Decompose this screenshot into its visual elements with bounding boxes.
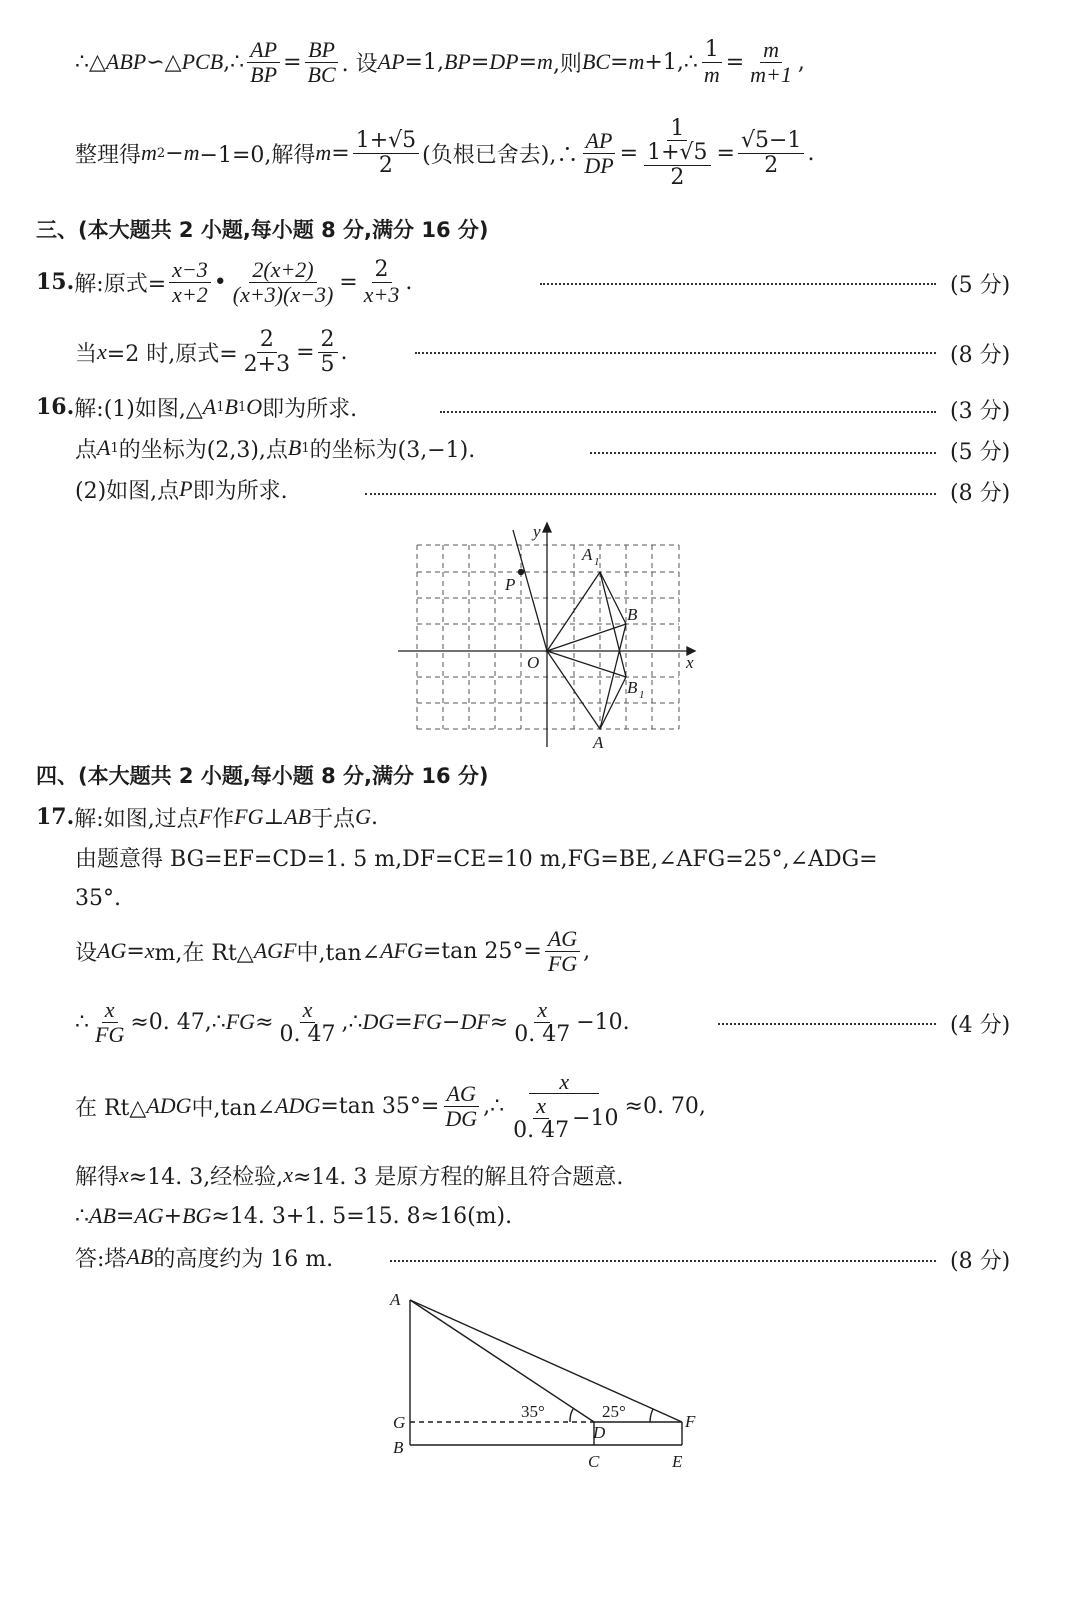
math-var: m — [537, 49, 553, 74]
text: ,∴ — [223, 49, 245, 75]
score-label: (8 分) — [950, 481, 1011, 506]
q16-line-2 — [75, 433, 475, 463]
subscript: 1 — [301, 440, 310, 456]
sight-line-AF — [410, 1300, 682, 1422]
math-var: AB — [89, 1203, 116, 1228]
point-A1-label: A — [582, 545, 593, 564]
q17-line-5 — [75, 996, 630, 1048]
text: ≈ — [489, 1009, 509, 1035]
text: 解:原式= — [74, 271, 167, 297]
text: =tan 25°= — [422, 938, 542, 964]
angle-35-label: 35° — [521, 1402, 545, 1421]
math-var: ABP — [105, 49, 147, 74]
y-axis-label: y — [533, 522, 541, 541]
q15-line-1 — [36, 256, 412, 308]
fraction: $\frac{x}{0. 47}$ — [514, 997, 571, 1047]
fraction: $\frac{1+√5}{2}$ — [353, 129, 419, 176]
q17-line-1 — [36, 802, 378, 832]
math-var: FG — [225, 1009, 256, 1034]
text: ≈14. 3+1. 5=15. 8≈16(m). — [211, 1203, 513, 1229]
fraction: $\frac{AG}{FG}$ — [545, 927, 580, 974]
math-var: m — [183, 140, 200, 165]
text: m,在 Rt△ — [154, 940, 254, 966]
text: =1, — [404, 49, 444, 75]
point-D-label: D — [593, 1423, 606, 1442]
q16-line-3 — [75, 474, 288, 504]
math-var: AG — [134, 1203, 164, 1228]
math-var: AG — [97, 938, 127, 963]
sight-line-AD — [410, 1300, 594, 1422]
text: . 设 — [341, 51, 378, 77]
score-label: (8 分) — [950, 343, 1011, 368]
point-G-label: G — [393, 1413, 406, 1432]
point-B-label: B — [393, 1438, 404, 1457]
question-number: 17. — [36, 804, 75, 830]
text: + — [163, 1203, 183, 1229]
fraction: $\frac{AP}{DP}$ — [584, 128, 614, 178]
math-var: DP — [489, 49, 519, 74]
q17-line-6 — [75, 1064, 706, 1148]
triangle-OB1A — [547, 651, 626, 729]
fraction: $\frac{BP}{BC}$ — [305, 38, 339, 85]
text: 的高度约为 16 m. — [153, 1246, 334, 1272]
text: . — [340, 339, 348, 365]
math-var: AFG — [380, 938, 423, 963]
text: ≈14. 3 是原方程的解且符合题意. — [292, 1164, 624, 1190]
math-var: BP — [443, 49, 471, 74]
angle-25-arc — [650, 1409, 653, 1422]
question-number: 15. — [36, 269, 75, 295]
fraction: $\frac{x}{FG}$ — [95, 997, 125, 1047]
math-var: m — [628, 49, 645, 74]
coordinate-grid-figure — [390, 515, 710, 755]
fraction: $\frac{m}{m+1}$ — [750, 37, 792, 87]
point-C-label: C — [588, 1452, 600, 1471]
text: 作 — [212, 806, 235, 832]
text: 中,tan∠ — [191, 1095, 276, 1121]
text: • — [213, 269, 227, 295]
text: 解:如图,过点 — [74, 806, 199, 832]
text: 整理得 — [75, 142, 142, 168]
text: 解得 — [75, 1164, 120, 1190]
math-var: P — [179, 476, 193, 501]
text: = — [331, 140, 350, 166]
point-P-marker — [518, 569, 524, 575]
angle-35-arc — [570, 1409, 573, 1422]
angle-25-label: 25° — [602, 1402, 626, 1421]
q17-line-8 — [75, 1201, 512, 1231]
text: ∴ — [75, 1009, 89, 1035]
math-var: F — [198, 804, 213, 829]
point-B-label: B — [627, 605, 638, 624]
score-label: (4 分) — [950, 1013, 1011, 1038]
text: 的坐标为(3,−1). — [309, 437, 476, 463]
leader-dots — [390, 1260, 936, 1262]
score-label: (3 分) — [950, 399, 1011, 424]
text: = — [115, 1203, 135, 1229]
text: +1,∴ — [644, 49, 698, 75]
math-var: x — [144, 938, 155, 963]
text: =tan 35°= — [320, 1093, 440, 1119]
text: ∴△ — [75, 49, 106, 75]
solution-line-2 — [75, 108, 814, 198]
math-var: x — [119, 1162, 129, 1187]
math-var: B — [287, 435, 302, 460]
math-var: DF — [460, 1009, 490, 1034]
x-axis-label: x — [686, 653, 694, 672]
text: , — [583, 938, 591, 964]
text: 当 — [75, 341, 98, 367]
math-var: AGF — [253, 938, 297, 963]
leader-dots — [590, 452, 936, 454]
math-var: x — [283, 1162, 293, 1187]
math-var: FG — [234, 804, 264, 829]
text: . — [405, 269, 413, 295]
text: 答:塔 — [75, 1246, 127, 1272]
text: ,∴ — [341, 1009, 363, 1035]
math-var: AB — [284, 804, 312, 829]
math-var: x — [97, 339, 107, 364]
text: ⊥ — [263, 804, 285, 830]
fraction: $\frac{x-3}{x+2}$ — [169, 258, 211, 305]
q17-line-3: 35°. — [75, 885, 121, 911]
fraction: $\frac{2(x+2)}{(x+3)(x-3)}$ — [232, 257, 334, 307]
point-E-label: E — [672, 1452, 683, 1471]
math-var: ADG — [275, 1093, 321, 1118]
fraction: $\frac{2}{2+3}$ — [243, 327, 291, 377]
math-var: AB — [126, 1244, 154, 1269]
math-var: O — [246, 394, 263, 419]
text: 即为所求. — [192, 478, 288, 504]
text: −1=0,解得 — [199, 142, 316, 168]
q16-line-1 — [36, 392, 357, 422]
text: 于点 — [311, 806, 356, 832]
point-A-label: A — [593, 733, 604, 752]
text: ,则 — [552, 51, 582, 77]
section-heading-4: 四、(本大题共 2 小题,每小题 8 分,满分 16 分) — [36, 764, 489, 788]
question-number: 16. — [36, 394, 75, 420]
text: , — [797, 49, 805, 75]
text: ,∴ — [483, 1093, 505, 1119]
text: − — [165, 140, 184, 166]
grid-lines — [417, 545, 679, 729]
solution-line-1 — [75, 36, 805, 88]
line-through-P — [513, 530, 547, 651]
q17-line-4 — [75, 925, 590, 977]
math-var: G — [355, 804, 371, 829]
score-label: (5 分) — [950, 440, 1011, 465]
text: 即为所求. — [262, 396, 358, 422]
math-var: BG — [182, 1203, 212, 1228]
section-heading-3: 三、(本大题共 2 小题,每小题 8 分,满分 16 分) — [36, 218, 489, 242]
leader-dots — [415, 352, 936, 354]
math-var: m — [315, 140, 332, 165]
text: ≈0. 47,∴ — [130, 1009, 226, 1035]
text: = — [716, 140, 735, 166]
text: = — [394, 1009, 413, 1035]
text: = — [610, 49, 629, 75]
fraction: $\frac{√5-1}{2}$ — [738, 129, 804, 176]
subscript: 1 — [216, 399, 225, 415]
fraction: $\frac{x}{0. 47}$ — [279, 997, 336, 1047]
superscript: 2 — [156, 145, 166, 161]
point-A-label: A — [390, 1290, 401, 1309]
fraction: $\frac{2}{5}$ — [318, 328, 338, 375]
y-axis-arrow-icon — [543, 523, 551, 532]
text: −10. — [576, 1009, 630, 1035]
q15-line-2 — [75, 326, 348, 378]
text: (负根已舍去),∴ — [422, 142, 579, 168]
subscript: 1 — [237, 399, 247, 415]
text: 在 Rt△ — [75, 1095, 147, 1121]
math-var: A — [97, 435, 111, 460]
point-B1-subscript: 1 — [639, 689, 645, 701]
text: = — [296, 339, 315, 365]
leader-dots — [440, 411, 936, 413]
text: ∽△ — [146, 49, 182, 75]
math-var: B — [224, 394, 238, 419]
text: ≈ — [255, 1009, 274, 1035]
leader-dots — [540, 283, 936, 285]
math-var: DG — [362, 1009, 395, 1034]
score-label: (8 分) — [950, 1249, 1011, 1274]
fraction: $\frac{AG}{DG}$ — [445, 1081, 478, 1131]
nested-fraction: x $\frac{x}{0. 47}$ −10 — [513, 1069, 619, 1143]
triangle-OA1B — [547, 572, 626, 651]
math-var: AP — [377, 49, 405, 74]
tower-angle-figure — [385, 1285, 715, 1475]
segment-BA — [600, 624, 626, 729]
text: = — [470, 49, 490, 75]
text: ≈14. 3,经检验, — [128, 1164, 284, 1190]
text: =2 时,原式= — [106, 341, 238, 367]
subscript: 1 — [110, 440, 119, 456]
text: 解:(1)如图,△ — [74, 396, 203, 422]
text: . — [370, 804, 378, 830]
fraction: $\frac{AP}{BP}$ — [247, 38, 280, 85]
text: = — [126, 938, 145, 964]
text: = — [619, 140, 639, 166]
math-var: PCB — [181, 49, 224, 74]
q17-line-7 — [75, 1160, 623, 1190]
q17-line-2: 由题意得 BG=EF=CD=1. 5 m,DF=CE=10 m,FG=BE,∠AFG=25°,∠ADG= — [75, 846, 878, 872]
math-var: ADG — [146, 1093, 192, 1118]
text: = — [283, 49, 302, 75]
text: = — [518, 49, 538, 75]
math-var: FG — [412, 1009, 443, 1034]
text: = — [725, 49, 745, 75]
fraction: $\frac{2}{x+3}$ — [363, 257, 400, 307]
text: 设 — [75, 940, 98, 966]
point-B1-label: B — [627, 678, 638, 697]
text: ∴ — [75, 1203, 89, 1229]
fraction: $\frac{1}{m}$ — [701, 38, 723, 85]
score-label: (5 分) — [950, 273, 1011, 298]
math-var: A — [202, 394, 217, 419]
text: − — [442, 1009, 461, 1035]
math-var: m — [141, 140, 157, 165]
text: 中,tan∠ — [296, 940, 381, 966]
point-A1-subscript: 1 — [594, 556, 600, 568]
text: 的坐标为(2,3),点 — [118, 437, 288, 463]
q17-line-9 — [75, 1242, 333, 1272]
point-F-label: F — [685, 1412, 696, 1431]
text: . — [807, 140, 815, 166]
leader-dots — [718, 1023, 936, 1025]
leader-dots — [365, 493, 936, 495]
math-var: BC — [581, 49, 611, 74]
text: = — [339, 269, 358, 295]
origin-label: O — [527, 653, 540, 672]
text: 点 — [75, 437, 98, 463]
point-P-label: P — [505, 575, 516, 594]
text: (2)如图,点 — [75, 478, 180, 504]
segment-A1B1 — [600, 572, 626, 677]
text: ≈0. 70, — [624, 1093, 706, 1119]
nested-fraction: $\frac{1}{\frac{1+√5}{2}}$ — [641, 117, 713, 188]
